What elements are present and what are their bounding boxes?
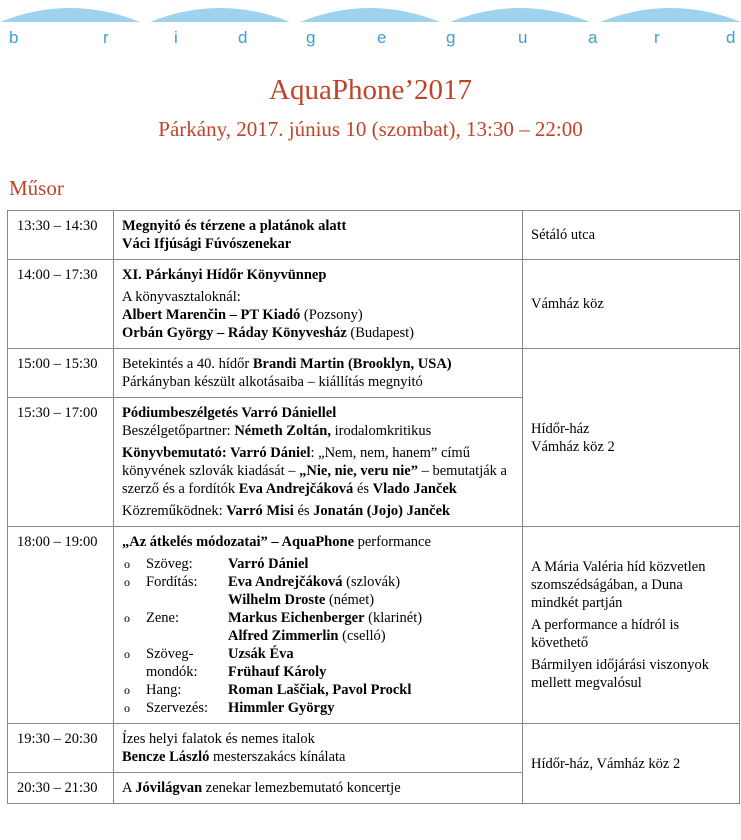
brand-letter: g bbox=[306, 28, 316, 47]
bullet-icon: o bbox=[124, 683, 130, 697]
bullet-icon: o bbox=[124, 575, 130, 589]
person-name: Markus Eichenberger bbox=[228, 610, 365, 626]
brand-letter: d bbox=[726, 28, 736, 47]
event-cell bbox=[114, 260, 523, 349]
venue-text: A performance a hídról is követhető bbox=[531, 617, 680, 651]
person-name: Varró Dániel bbox=[228, 556, 309, 572]
event-title-text: Pódiumbeszélgetés Varró Dániellel bbox=[122, 405, 337, 421]
brand-letter: g bbox=[446, 28, 456, 47]
brand-letter: u bbox=[518, 28, 528, 47]
event-text: Párkányban készült alkotásaiba – kiállítás megnyitó bbox=[122, 374, 423, 390]
section-title: Műsor bbox=[9, 176, 64, 200]
label-text: Közreműködnek: bbox=[122, 503, 227, 519]
crew-role: mondók: bbox=[146, 664, 198, 680]
list-item bbox=[122, 681, 514, 699]
brand-letter: a bbox=[588, 28, 598, 47]
wave-decoration bbox=[0, 0, 741, 28]
note-text: (német) bbox=[325, 592, 375, 608]
time-cell: 14:00 – 17:30 bbox=[8, 260, 114, 349]
time-cell: 15:00 – 15:30 bbox=[8, 349, 114, 398]
venue-address: Vámház köz 2 bbox=[531, 438, 615, 455]
person-name: Eva Andrejčáková bbox=[238, 481, 354, 497]
event-title: AquaPhone’2017 bbox=[269, 74, 472, 106]
person-name: Alfred Zimmerlin bbox=[228, 628, 339, 644]
list-item bbox=[122, 555, 514, 573]
crew-role: Fordítás: bbox=[146, 574, 198, 590]
book-title: „Nie, nie, veru nie” bbox=[299, 463, 418, 479]
person-name: Uzsák Éva bbox=[228, 646, 294, 662]
bullet-icon: o bbox=[124, 557, 130, 571]
program-table bbox=[7, 210, 740, 804]
publisher-name: Orbán György – Ráday Könyvesház bbox=[122, 325, 347, 341]
person-name: Bencze László bbox=[122, 749, 210, 765]
person-name: Vlado Janček bbox=[372, 481, 457, 497]
person-name: Roman Laščiak, Pavol Prockl bbox=[228, 682, 412, 698]
event-subtitle: Párkány, 2017. június 10 (szombat), 13:30 – 22:00 bbox=[158, 117, 583, 141]
person-name: Himmler György bbox=[228, 700, 335, 716]
time-cell: 13:30 – 14:30 bbox=[8, 211, 114, 260]
time-cell: 15:30 – 17:00 bbox=[8, 398, 114, 527]
crew-role: Szervezés: bbox=[146, 700, 208, 716]
conjunction-text: és bbox=[293, 503, 314, 519]
person-name: Jonatán (Jojo) Janček bbox=[313, 503, 451, 519]
event-cell bbox=[114, 349, 523, 398]
venue-cell: Vámház köz bbox=[523, 260, 740, 349]
event-cell bbox=[114, 398, 523, 527]
artist-name: Brandi Martin (Brooklyn, USA) bbox=[252, 356, 452, 372]
intro-text: A könyvasztaloknál: bbox=[122, 289, 241, 305]
brand-letter: b bbox=[9, 28, 19, 47]
book-label: Könyvbemutató: Varró Dániel bbox=[122, 445, 311, 461]
list-item bbox=[122, 699, 514, 717]
venue-cell bbox=[523, 349, 740, 527]
event-cell bbox=[114, 773, 523, 804]
publisher-city: (Budapest) bbox=[346, 325, 415, 341]
event-text: zenekar lemezbemutató koncertje bbox=[202, 780, 401, 796]
brand-letter: i bbox=[174, 28, 178, 47]
list-item bbox=[122, 609, 514, 645]
crew-role: Hang: bbox=[146, 682, 182, 698]
bullet-icon: o bbox=[124, 701, 130, 715]
table-row bbox=[8, 260, 740, 349]
person-name: Varró Misi bbox=[226, 503, 294, 519]
conjunction-text: és bbox=[353, 481, 373, 497]
crew-role: Szöveg- bbox=[146, 646, 194, 662]
list-item bbox=[122, 573, 514, 609]
bullet-icon: o bbox=[124, 611, 130, 625]
event-cell bbox=[114, 724, 523, 773]
venue-cell bbox=[523, 527, 740, 724]
time-cell: 20:30 – 21:30 bbox=[8, 773, 114, 804]
table-row bbox=[8, 349, 740, 398]
label-text: Beszélgetőpartner: bbox=[122, 423, 235, 439]
brand-letter: r bbox=[103, 28, 109, 47]
publisher-city: (Pozsony) bbox=[300, 307, 363, 323]
book-text: – bemutatják a szerző és a fordítók bbox=[122, 463, 507, 497]
person-name: Frühauf Károly bbox=[228, 664, 327, 680]
person-name: Eva Andrejčáková bbox=[228, 574, 343, 590]
venue-name: Hídőr-ház bbox=[531, 420, 590, 437]
crew-list bbox=[122, 555, 514, 717]
brand-letter: e bbox=[377, 28, 387, 47]
brand-letter: d bbox=[238, 28, 248, 47]
venue-cell: Sétáló utca bbox=[523, 211, 740, 260]
note-text: (klarinét) bbox=[364, 610, 423, 626]
person-name: Németh Zoltán, bbox=[234, 423, 331, 439]
publisher-name: Albert Marenčin – PT Kiadó bbox=[122, 307, 301, 323]
bridgeguard-banner bbox=[0, 0, 741, 50]
venue-cell: Hídőr-ház, Vámház köz 2 bbox=[523, 724, 740, 804]
table-row bbox=[8, 211, 740, 260]
time-cell: 19:30 – 20:30 bbox=[8, 724, 114, 773]
event-text: A bbox=[122, 780, 136, 796]
table-row bbox=[8, 527, 740, 724]
event-text: mesterszakács kínálata bbox=[209, 749, 346, 765]
brand-wordmark bbox=[0, 28, 741, 48]
crew-role: Zene: bbox=[146, 610, 180, 626]
note-text: (szlovák) bbox=[342, 574, 401, 590]
list-item bbox=[122, 645, 514, 681]
event-text: Ízes helyi falatok és nemes italok bbox=[122, 731, 315, 747]
time-cell: 18:00 – 19:00 bbox=[8, 527, 114, 724]
crew-role: Szöveg: bbox=[146, 556, 193, 572]
event-title-text: Megnyitó és térzene a platánok alatt bbox=[122, 218, 347, 234]
role-text: irodalomkritikus bbox=[331, 423, 432, 439]
table-row bbox=[8, 724, 740, 773]
event-text: performance bbox=[354, 534, 431, 550]
brand-letter: r bbox=[654, 28, 660, 47]
bullet-icon: o bbox=[124, 647, 130, 661]
event-cell bbox=[114, 527, 523, 724]
event-title-text: „Az átkelés módozatai” – AquaPhone bbox=[122, 534, 354, 550]
venue-text: Bármilyen időjárási viszonyok mellett megvalósul bbox=[531, 657, 709, 691]
venue-text: A Mária Valéria híd közvetlen szomszédságában, a Duna mindkét partján bbox=[531, 559, 706, 611]
event-title-text: XI. Párkányi Hídőr Könyvünnep bbox=[122, 267, 327, 283]
performer-text: Váci Ifjúsági Fúvószenekar bbox=[122, 236, 292, 252]
person-name: Wilhelm Droste bbox=[228, 592, 326, 608]
band-name: Jóvilágvan bbox=[135, 780, 203, 796]
book-text: : „Nem, nem, hanem” című könyvének szlovák kiadását – bbox=[122, 445, 470, 479]
note-text: (cselló) bbox=[338, 628, 386, 644]
event-text: Betekintés a 40. hídőr bbox=[122, 356, 253, 372]
event-cell bbox=[114, 211, 523, 260]
